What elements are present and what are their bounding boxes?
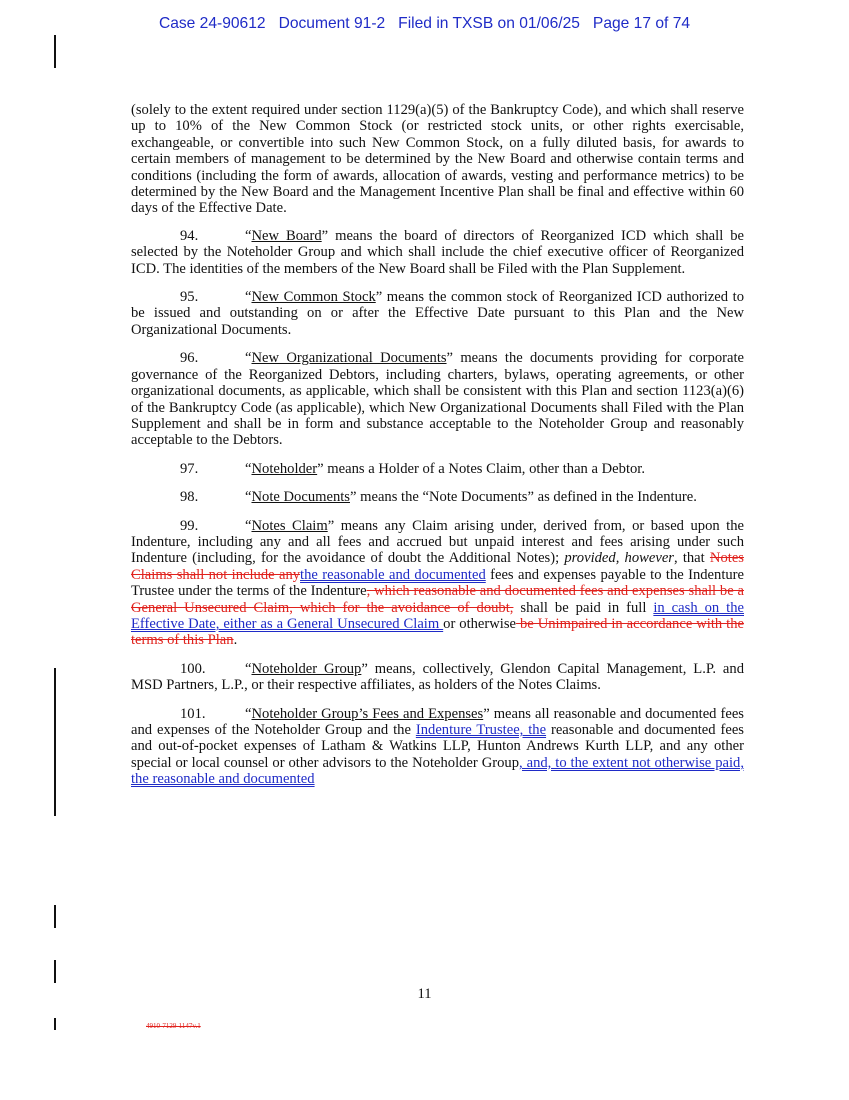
page-number: 11 — [417, 986, 432, 1002]
change-bar — [54, 905, 56, 928]
defined-term: New Common Stock — [251, 289, 376, 306]
definition-number: 94. — [180, 227, 199, 244]
definition-99: 99. “Notes Claim” means any Claim arising under, derived from, or based upon the Indenture, including any and all fees and accrued but unpaid interest and fees arising under such Indenture (including, for the avoidance of doubt the Additional Notes); provided, however, that Notes Claims shall not include anythe reasonable and documented fees and expenses payable to the Indenture Trustee under the terms of the Indenture, which reasonable and documented fees and expenses shall be a General Unsecured Claim, which for the avoidance of doubt, shall be paid in full in cash on the Effective Date, either as a General Unsecured Claim or otherwise be Unimpaired in accordance with the terms of this Plan. — [131, 517, 745, 649]
definition-number: 100. — [180, 660, 206, 677]
change-bar — [54, 1018, 56, 1030]
definition-101: 101. “Noteholder Group’s Fees and Expenses” means all reasonable and documented fees and expenses of the Noteholder Group and the Indenture Trustee, the reasonable and documented fees and out-of-pocket expenses of Latham & Watkins LLP, Hunton Andrews Kurth LLP, and any other special or local counsel or other advisors to the Noteholder Group, and, to the extent not otherwise paid, the reasonable and documented — [131, 705, 744, 788]
inserted-text: , and, to the extent not otherwise paid, the reasonable and documented — [131, 754, 744, 788]
definition-95: 95. “New Common Stock” means the common stock of Reorganized ICD authorized to be issued and outstanding on or after the Effective Date pursuant to this Plan and the New Organizational Documents. — [131, 289, 744, 338]
case-header: Case 24-90612 Document 91-2 Filed in TXSB on 01/06/25 Page 17 of 74 — [158, 15, 691, 32]
inserted-text: the reasonable and documented — [300, 566, 486, 583]
change-bar — [54, 668, 56, 816]
definition-100: 100. “Noteholder Group” means, collectively, Glendon Capital Management, L.P. and MSD Partners, L.P., or their respective affiliates, as holders of the Notes Claims. — [131, 660, 745, 694]
definition-number: 101. — [180, 705, 206, 722]
definition-97: 97. “Noteholder” means a Holder of a Notes Claim, other than a Debtor. — [131, 461, 744, 477]
change-bar — [54, 960, 56, 983]
definition-96: 96. “New Organizational Documents” means the documents providing for corporate governance of the Reorganized Debtors, including charters, bylaws, operating agreements, or other organizational documents, as applicable, which shall be consistent with this Plan and section 1123(a)(6) of the Bankruptcy Code (as applicable), which New Organizational Documents shall Filed with the Plan Supplement and shall be in form and substance acceptable to the Noteholder Group and reasonably acceptable to the Debtors. — [131, 350, 744, 449]
definition-number: 95. — [180, 289, 199, 306]
defined-term: Noteholder Group — [251, 660, 362, 677]
defined-term: Noteholder Group’s Fees and Expenses — [251, 705, 484, 722]
definition-number: 96. — [180, 350, 199, 367]
definition-94: 94. “New Board” means the board of directors of Reorganized ICD which shall be selected by the Noteholder Group and which shall include the chief executive officer of Reorganized ICD. The identities of the members of the New Board shall be Filed with the Plan Supplement. — [131, 227, 745, 277]
defined-term: New Organizational Documents — [251, 350, 447, 367]
document-body — [131, 102, 744, 800]
inserted-text: in cash on the Effective Date, either as a General Unsecured Claim — [131, 599, 744, 632]
continuation-paragraph: (solely to the extent required under section 1129(a)(5) of the Bankruptcy Code), and which shall reserve up to 10% of the New Common Stock (or restricted stock units, or other rights exercisable, exchangeable, or convertible into such New Common Stock, on a fully diluted basis, for awards to certain members of management to be determined by the New Board and otherwise contain terms and conditions (including the form of awards, allocation of awards, vesting and performance metrics) to be determined by the New Board and the Management Incentive Plan shall be final and effective within 60 days of the Effective Date. — [131, 102, 744, 217]
defined-term: Note Documents — [251, 489, 350, 506]
definition-number: 99. — [180, 517, 199, 534]
definition-number: 97. — [180, 460, 199, 477]
document-id: 4910-7129-1147v.1 — [146, 1022, 201, 1030]
change-bar — [54, 35, 56, 68]
deleted-text: , which reasonable and documented fees and expenses shall be a General Unsecured Claim, which for the avoidance of doubt, — [131, 583, 744, 616]
deleted-text: Notes Claims shall not include any — [131, 550, 744, 583]
defined-term: Noteholder — [251, 460, 318, 477]
deleted-text: be Unimpaired in accordance with the terms of this Plan — [131, 615, 744, 649]
defined-term: New Board — [251, 227, 322, 244]
proviso-italic: provided, however — [564, 550, 674, 567]
definition-number: 98. — [180, 489, 199, 506]
defined-term: Notes Claim — [251, 517, 328, 534]
definition-98: 98. “Note Documents” means the “Note Documents” as defined in the Indenture. — [131, 489, 744, 505]
inserted-text: Indenture Trustee, the — [415, 722, 547, 738]
